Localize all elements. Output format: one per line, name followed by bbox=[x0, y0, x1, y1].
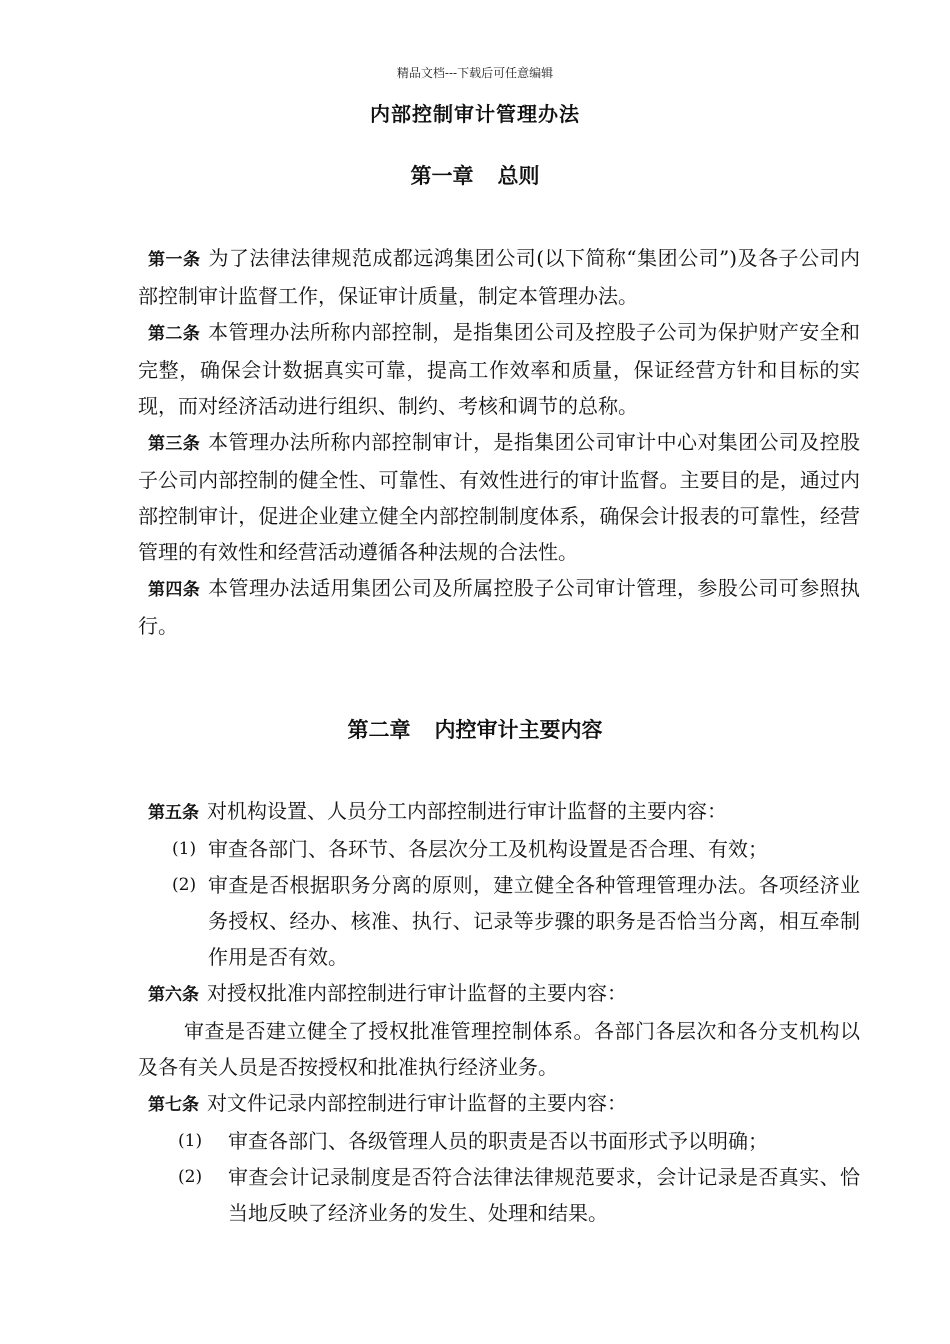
article-label: 第二条 bbox=[148, 324, 201, 344]
list-item bbox=[138, 1159, 860, 1231]
item-number: (1) bbox=[178, 1131, 203, 1151]
article bbox=[138, 975, 860, 1013]
article-label: 第一条 bbox=[148, 250, 201, 270]
article-label: 第三条 bbox=[148, 434, 201, 454]
article-text: 本管理办法所称内部控制审计，是指集团公司审计中心对集团公司及控股子公司内部控制的健全性、可靠性、有效性进行的审计监督。主要目的是，通过内部控制审计，促进企业建立健全内部控制制度体系，确保会计报表的可靠性，经营管理的有效性和经营活动遵循各种法规的合法性。 bbox=[138, 430, 861, 564]
article-text: 对授权批准内部控制进行审计监督的主要内容： bbox=[207, 981, 627, 1005]
item-text: 审查各部门、各级管理人员的职责是否以书面形式予以明确； bbox=[228, 1129, 768, 1153]
article-text: 本管理办法所称内部控制，是指集团公司及控股子公司为保护财产安全和完整，确保会计数据真实可靠，提高工作效率和质量，保证经营方针和目标的实现，而对经济活动进行组织、制约、考核和调节的总称。 bbox=[138, 320, 861, 418]
item-text: 审查各部门、各环节、各层次分工及机构设置是否合理、有效； bbox=[208, 837, 768, 861]
item-number: (2) bbox=[172, 875, 197, 895]
chapter-one-body bbox=[138, 240, 860, 644]
article bbox=[138, 570, 860, 644]
chapter-heading bbox=[0, 714, 950, 744]
article bbox=[138, 793, 860, 831]
document-title: 内部控制审计管理办法 bbox=[370, 102, 580, 126]
article-text: 对文件记录内部控制进行审计监督的主要内容： bbox=[207, 1091, 627, 1115]
article-label: 第四条 bbox=[148, 580, 201, 600]
article-paragraph: 审查是否建立健全了授权批准管理控制体系。各部门各层次和各分支机构以及各有关人员是否按授权和批准执行经济业务。 bbox=[138, 1019, 860, 1079]
list-item bbox=[138, 1123, 860, 1159]
article-text: 对机构设置、人员分工内部控制进行审计监督的主要内容： bbox=[207, 799, 727, 823]
article bbox=[138, 240, 860, 314]
item-number: (1) bbox=[172, 839, 197, 859]
article-text: 本管理办法适用集团公司及所属控股子公司审计管理，参股公司可参照执行。 bbox=[138, 576, 861, 638]
list-item bbox=[138, 867, 860, 975]
chapter-label: 第二章 bbox=[347, 717, 411, 742]
article bbox=[138, 314, 860, 424]
article-text: 为了法律法律规范成都远鸿集团公司(以下简称“集团公司”)及各子公司内部控制审计监督工作，保证审计质量，制定本管理办法。 bbox=[138, 246, 860, 308]
item-text: 审查是否根据职务分离的原则，建立健全各种管理管理办法。各项经济业务授权、经办、核准、执行、记录等步骤的职务是否恰当分离，相互牵制作用是否有效。 bbox=[208, 873, 860, 969]
item-text: 审查会计记录制度是否符合法律法律规范要求，会计记录是否真实、恰当地反映了经济业务的发生、处理和结果。 bbox=[228, 1165, 860, 1225]
page-header: 精品文档---下载后可任意编辑 bbox=[396, 66, 554, 80]
list-item bbox=[138, 831, 860, 867]
article bbox=[138, 424, 860, 570]
chapter-name: 总则 bbox=[497, 163, 540, 188]
article-label: 第五条 bbox=[148, 803, 199, 823]
chapter-heading bbox=[0, 160, 950, 190]
item-number: (2) bbox=[178, 1167, 203, 1187]
chapter-label: 第一章 bbox=[410, 163, 474, 188]
article-label: 第七条 bbox=[148, 1095, 199, 1115]
chapter-two-body bbox=[138, 793, 860, 1231]
chapter-name: 内控审计主要内容 bbox=[434, 717, 603, 742]
article bbox=[138, 1085, 860, 1123]
article-label: 第六条 bbox=[148, 985, 199, 1005]
